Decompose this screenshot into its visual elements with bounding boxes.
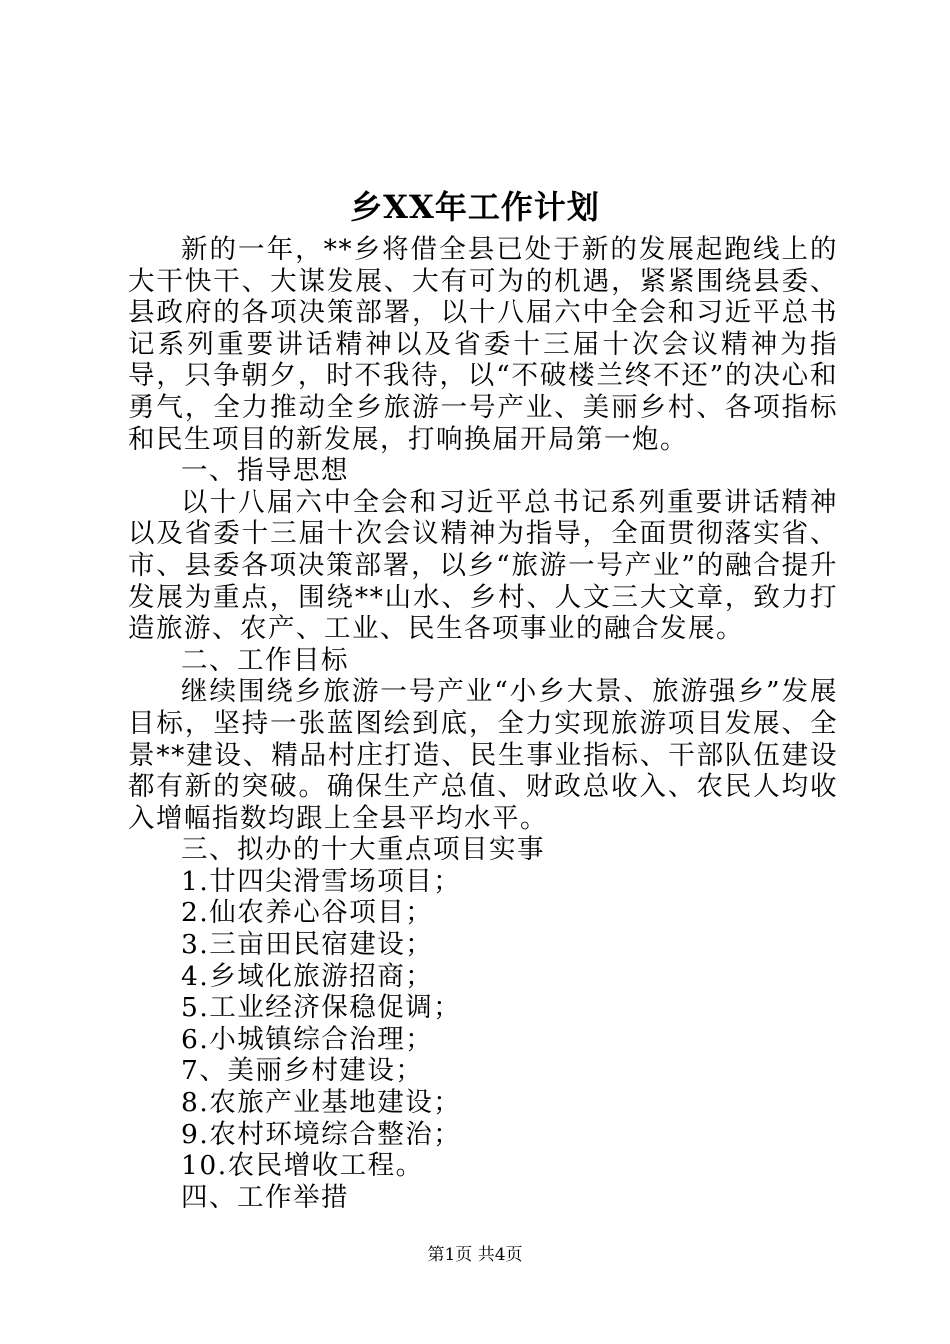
section-heading-work-goals: 二、工作目标 xyxy=(181,644,349,676)
page-footer: 第1页 共4页 xyxy=(427,1245,523,1265)
list-item: 8.农旅产业基地建设； xyxy=(181,1087,462,1119)
list-item: 5.工业经济保稳促调； xyxy=(181,992,462,1024)
list-item: 7、美丽乡村建设； xyxy=(181,1055,424,1087)
section-heading-guiding-thought: 一、指导思想 xyxy=(181,455,349,487)
list-item: 10.农民增收工程。 xyxy=(181,1150,424,1182)
list-item: 9.农村环境综合整治； xyxy=(181,1118,462,1150)
section-heading-key-projects: 三、拟办的十大重点项目实事 xyxy=(181,834,545,866)
intro-paragraph: 新的一年，**乡将借全县已处于新的发展起跑线上的大干快干、大谋发展、大有可为的机遇，紧紧围绕县委、县政府的各项决策部署，以十八届六中全会和习近平总书记系列重要讲话精神以及省委十三届十次会议精神为指导，只争朝夕，时不我待，以“不破楼兰终不还”的决心和勇气，全力推动全乡旅游一号产业、美丽乡村、各项指标和民生项目的新发展，打响换届开局第一炮。 xyxy=(128,234,838,455)
section-heading-work-measures: 四、工作举措 xyxy=(181,1181,349,1213)
list-item: 1.廿四尖滑雪场项目； xyxy=(181,865,462,897)
list-item: 4.乡域化旅游招商； xyxy=(181,960,434,992)
work-goals-paragraph: 继续围绕乡旅游一号产业“小乡大景、旅游强乡”发展目标，坚持一张蓝图绘到底，全力实现旅游项目发展、全景**建设、精品村庄打造、民生事业指标、干部队伍建设都有新的突破。确保生产总值、财政总收入、农民人均收入增幅指数均跟上全县平均水平。 xyxy=(128,676,838,834)
list-item: 3.三亩田民宿建设； xyxy=(181,929,434,961)
guiding-thought-paragraph: 以十八届六中全会和习近平总书记系列重要讲话精神以及省委十三届十次会议精神为指导，全面贯彻落实省、市、县委各项决策部署，以乡“旅游一号产业”的融合提升发展为重点，围绕**山水、乡村、人文三大文章，致力打造旅游、农产、工业、民生各项事业的融合发展。 xyxy=(128,486,838,645)
document-title: 乡XX年工作计划 xyxy=(350,188,600,226)
list-item: 2.仙农养心谷项目； xyxy=(181,897,434,929)
document-body xyxy=(128,234,838,1213)
list-item: 6.小城镇综合治理； xyxy=(181,1023,434,1055)
